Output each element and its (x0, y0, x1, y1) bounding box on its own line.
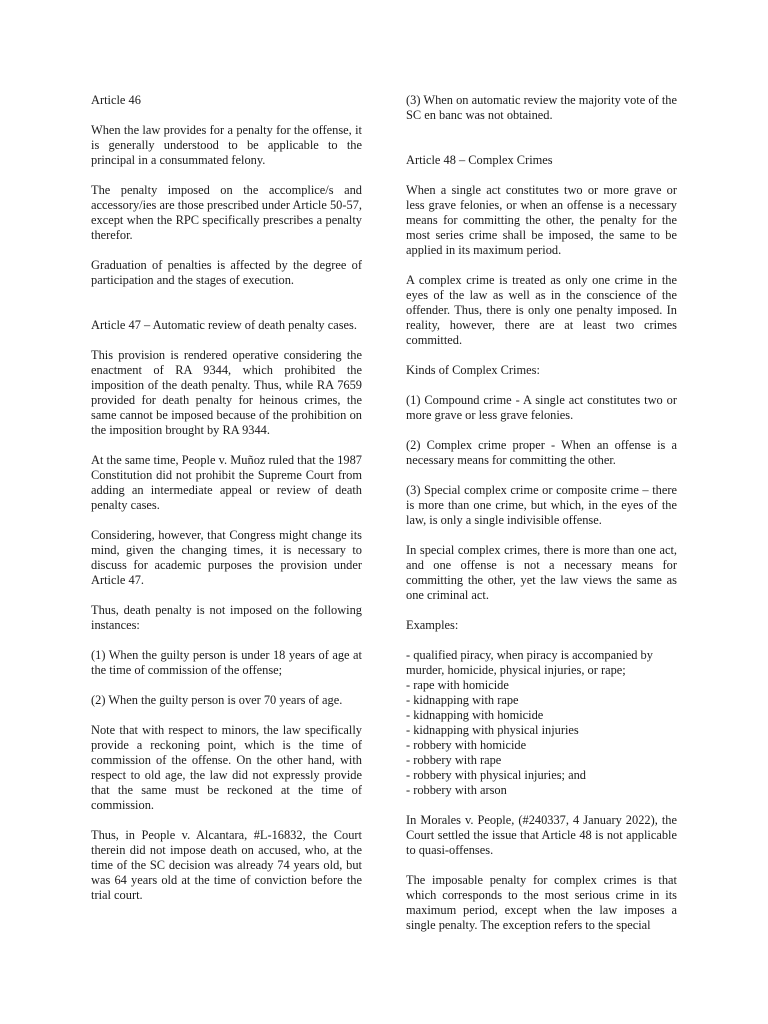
article-47-instance-1: (1) When the guilty person is under 18 years of age at the time of commission of the offense; (91, 648, 362, 677)
list-item: - robbery with physical injuries; and (406, 768, 586, 782)
article-47-paragraph-4: Thus, death penalty is not imposed on the following instances: (91, 603, 362, 632)
list-item: - robbery with rape (406, 753, 502, 767)
list-item: - kidnapping with homicide (406, 708, 544, 722)
article-47-paragraph-6: Thus, in People v. Alcantara, #L-16832, the Court therein did not impose death on accused, who, at the time of the SC decision was already 74 years old, but was 64 years old at the time of conviction before the trial court. (91, 828, 362, 902)
morales-paragraph: In Morales v. People, (#240337, 4 January 2022), the Court settled the issue that Article 48 is not applicable to quasi-offenses. (406, 813, 677, 857)
list-item: - robbery with homicide (406, 738, 527, 752)
examples-heading: Examples: (406, 618, 459, 632)
list-item: - robbery with arson (406, 783, 507, 797)
kind-complex-crime-proper: (2) Complex crime proper - When an offense is a necessary means for committing the other. (406, 438, 677, 467)
list-item: - rape with homicide (406, 678, 509, 692)
article-48-heading: Article 48 – Complex Crimes (406, 153, 553, 167)
article-48-paragraph-2: A complex crime is treated as only one crime in the eyes of the law as well as in the conscience of the offender. Thus, there is only one penalty imposed. In reality, however, there are at least two crimes committed. (406, 273, 677, 347)
article-47-paragraph-5: Note that with respect to minors, the law specifically provide a reckoning point, which is the time of commission of the offense. On the other hand, with respect to old age, the law did not expressly provide that the same must be reckoned at the time of commission. (91, 723, 362, 812)
penalty-paragraph: The imposable penalty for complex crimes is that which corresponds to the most serious crime in its maximum period, except when the law imposes a single penalty. The exception refers to the special (406, 873, 677, 932)
article-46-paragraph-3: Graduation of penalties is affected by the degree of participation and the stages of execution. (91, 258, 362, 287)
article-46-heading: Article 46 (91, 93, 141, 107)
article-47-instance-3: (3) When on automatic review the majority vote of the SC en banc was not obtained. (406, 93, 677, 122)
list-item: - kidnapping with rape (406, 693, 519, 707)
article-47-heading: Article 47 – Automatic review of death penalty cases. (91, 318, 357, 332)
kind-compound-crime: (1) Compound crime - A single act constitutes two or more grave or less grave felonies. (406, 393, 677, 422)
left-column (91, 93, 362, 918)
list-item: - qualified piracy, when piracy is accompanied by murder, homicide, physical injuries, or rape; (406, 648, 653, 677)
article-46-paragraph-1: When the law provides for a penalty for the offense, it is generally understood to be applicable to the principal in a consummated felony. (91, 123, 362, 167)
article-47-paragraph-2: At the same time, People v. Muñoz ruled that the 1987 Constitution did not prohibit the Supreme Court from adding an intermediate appeal or review of death penalty cases. (91, 453, 362, 512)
examples-list (406, 648, 677, 798)
kinds-heading: Kinds of Complex Crimes: (406, 363, 540, 377)
article-47-instance-2: (2) When the guilty person is over 70 years of age. (91, 693, 343, 707)
special-complex-paragraph: In special complex crimes, there is more than one act, and one offense is not a necessary means for committing the other, yet the law views the same as one criminal act. (406, 543, 677, 602)
article-48-paragraph-1: When a single act constitutes two or more grave or less grave felonies, or when an offense is a necessary means for committing the other, the penalty for the most series crime shall be imposed, the same to be applied in its maximum period. (406, 183, 677, 257)
article-46-paragraph-2: The penalty imposed on the accomplice/s and accessory/ies are those prescribed under Article 50-57, except when the RPC specifically prescribes a penalty therefor. (91, 183, 362, 242)
kind-special-complex-crime: (3) Special complex crime or composite crime – there is more than one crime, but which, in the eyes of the law, is only a single indivisible offense. (406, 483, 677, 527)
list-item: - kidnapping with physical injuries (406, 723, 579, 737)
article-47-paragraph-3: Considering, however, that Congress might change its mind, given the changing times, it is necessary to discuss for academic purposes the provision under Article 47. (91, 528, 362, 587)
right-column (406, 93, 677, 948)
article-47-paragraph-1: This provision is rendered operative considering the enactment of RA 9344, which prohibited the imposition of the death penalty. Thus, while RA 7659 provided for death penalty for heinous crimes, the same cannot be imposed because of the prohibition on the imposition brought by RA 9344. (91, 348, 362, 437)
